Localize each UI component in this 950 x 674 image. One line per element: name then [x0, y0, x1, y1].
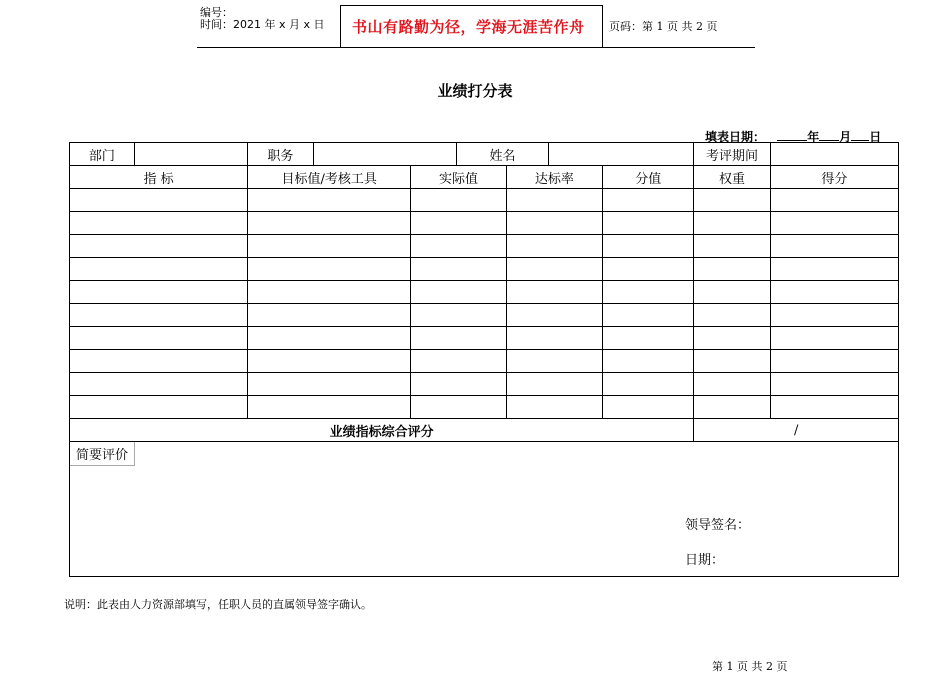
table-cell[interactable] [411, 189, 506, 212]
table-cell[interactable] [248, 281, 411, 304]
fill-date-label: 填表日期： [705, 130, 766, 144]
table-cell[interactable] [603, 304, 694, 327]
table-cell[interactable] [506, 304, 602, 327]
table-cell[interactable] [770, 189, 898, 212]
data-rows [70, 189, 899, 419]
table-cell[interactable] [248, 235, 411, 258]
score-table [69, 142, 899, 577]
table-cell[interactable] [603, 396, 694, 419]
table-cell[interactable] [770, 235, 898, 258]
table-cell[interactable] [770, 396, 898, 419]
table-cell[interactable] [411, 373, 506, 396]
table-row [70, 304, 899, 327]
table-cell[interactable] [248, 327, 411, 350]
table-cell[interactable] [694, 396, 770, 419]
period-label: 考评期间 [694, 143, 770, 166]
footnote: 说明：此表由人力资源部填写，任职人员的直属领导签字确认。 [64, 598, 372, 611]
table-cell[interactable] [694, 235, 770, 258]
table-cell[interactable] [506, 189, 602, 212]
table-row [70, 258, 899, 281]
table-cell[interactable] [70, 396, 248, 419]
table-cell[interactable] [411, 304, 506, 327]
col-header: 达标率 [506, 166, 602, 189]
col-header: 实际值 [411, 166, 506, 189]
table-cell[interactable] [603, 327, 694, 350]
table-row [70, 235, 899, 258]
evaluation-row [70, 442, 899, 577]
col-header: 目标值/考核工具 [248, 166, 411, 189]
table-cell[interactable] [70, 327, 248, 350]
col-header: 指 标 [70, 166, 248, 189]
table-cell[interactable] [411, 212, 506, 235]
table-cell[interactable] [770, 350, 898, 373]
total-label: 业绩指标综合评分 [70, 419, 694, 442]
column-header-row [70, 166, 899, 189]
table-cell[interactable] [70, 304, 248, 327]
table-cell[interactable] [603, 212, 694, 235]
table-cell[interactable] [506, 350, 602, 373]
table-cell[interactable] [603, 189, 694, 212]
table-cell[interactable] [70, 235, 248, 258]
period-field[interactable] [770, 143, 898, 166]
table-cell[interactable] [506, 258, 602, 281]
table-cell[interactable] [411, 327, 506, 350]
table-cell[interactable] [70, 373, 248, 396]
table-cell[interactable] [506, 396, 602, 419]
table-cell[interactable] [411, 235, 506, 258]
table-cell[interactable] [411, 281, 506, 304]
table-cell[interactable] [603, 258, 694, 281]
table-cell[interactable] [248, 304, 411, 327]
table-cell[interactable] [694, 327, 770, 350]
table-row [70, 327, 899, 350]
year-blank[interactable] [777, 129, 807, 141]
table-cell[interactable] [248, 189, 411, 212]
table-cell[interactable] [248, 396, 411, 419]
table-cell[interactable] [506, 235, 602, 258]
table-cell[interactable] [70, 281, 248, 304]
table-cell[interactable] [248, 258, 411, 281]
table-cell[interactable] [506, 373, 602, 396]
table-cell[interactable] [770, 327, 898, 350]
signature-label: 领导签名： [685, 518, 751, 533]
header-divider-top [340, 5, 602, 6]
table-cell[interactable] [694, 350, 770, 373]
table-cell[interactable] [411, 350, 506, 373]
table-cell[interactable] [411, 396, 506, 419]
evaluation-area[interactable] [70, 442, 899, 577]
table-cell[interactable] [694, 281, 770, 304]
table-cell[interactable] [506, 281, 602, 304]
table-cell[interactable] [770, 212, 898, 235]
total-value[interactable]: / [694, 419, 899, 442]
table-cell[interactable] [603, 235, 694, 258]
table-cell[interactable] [70, 189, 248, 212]
table-cell[interactable] [694, 189, 770, 212]
table-row [70, 396, 899, 419]
name-label: 姓名 [456, 143, 548, 166]
table-cell[interactable] [770, 258, 898, 281]
col-header: 得分 [770, 166, 898, 189]
col-header: 权重 [694, 166, 770, 189]
name-field[interactable] [549, 143, 694, 166]
page-footer: 第 1 页 共 2 页 [712, 660, 788, 673]
header-motto: 书山有路勤为径，学海无涯苦作舟 [352, 18, 585, 36]
total-row [70, 419, 899, 442]
table-row [70, 212, 899, 235]
table-cell[interactable] [411, 258, 506, 281]
header-time-label: 时间：2021 年 x 月 x 日 [200, 18, 325, 31]
table-cell[interactable] [70, 258, 248, 281]
table-cell[interactable] [70, 350, 248, 373]
table-cell[interactable] [248, 350, 411, 373]
table-cell[interactable] [694, 258, 770, 281]
evaluation-tab: 简要评价 [70, 442, 135, 466]
table-cell[interactable] [70, 212, 248, 235]
header-divider-vertical [340, 5, 341, 47]
document-title: 业绩打分表 [437, 82, 513, 100]
table-cell[interactable] [603, 350, 694, 373]
info-row [70, 143, 899, 166]
col-header: 分值 [603, 166, 694, 189]
table-row [70, 373, 899, 396]
table-cell[interactable] [694, 212, 770, 235]
day-label: 日 [869, 130, 882, 144]
table-cell[interactable] [770, 281, 898, 304]
dept-field[interactable] [134, 143, 247, 166]
table-row [70, 350, 899, 373]
header-divider-vertical [602, 5, 603, 47]
table-cell[interactable] [770, 373, 898, 396]
table-cell[interactable] [248, 373, 411, 396]
table-cell[interactable] [770, 304, 898, 327]
year-label: 年 [807, 130, 820, 144]
month-label: 月 [839, 130, 852, 144]
position-field[interactable] [313, 143, 456, 166]
table-cell[interactable] [603, 373, 694, 396]
table-row [70, 281, 899, 304]
table-cell[interactable] [506, 327, 602, 350]
header-page-label: 页码：第 1 页 共 2 页 [609, 20, 718, 33]
table-cell[interactable] [506, 212, 602, 235]
table-cell[interactable] [603, 281, 694, 304]
header-code-label: 编号： [200, 6, 233, 19]
table-row [70, 189, 899, 212]
header-divider-bottom [197, 47, 755, 48]
table-cell[interactable] [694, 304, 770, 327]
position-label: 职务 [248, 143, 314, 166]
table-cell[interactable] [248, 212, 411, 235]
day-blank[interactable] [851, 129, 869, 141]
month-blank[interactable] [819, 129, 839, 141]
evaluation-date-label: 日期： [685, 553, 725, 568]
table-cell[interactable] [694, 373, 770, 396]
dept-label: 部门 [70, 143, 135, 166]
